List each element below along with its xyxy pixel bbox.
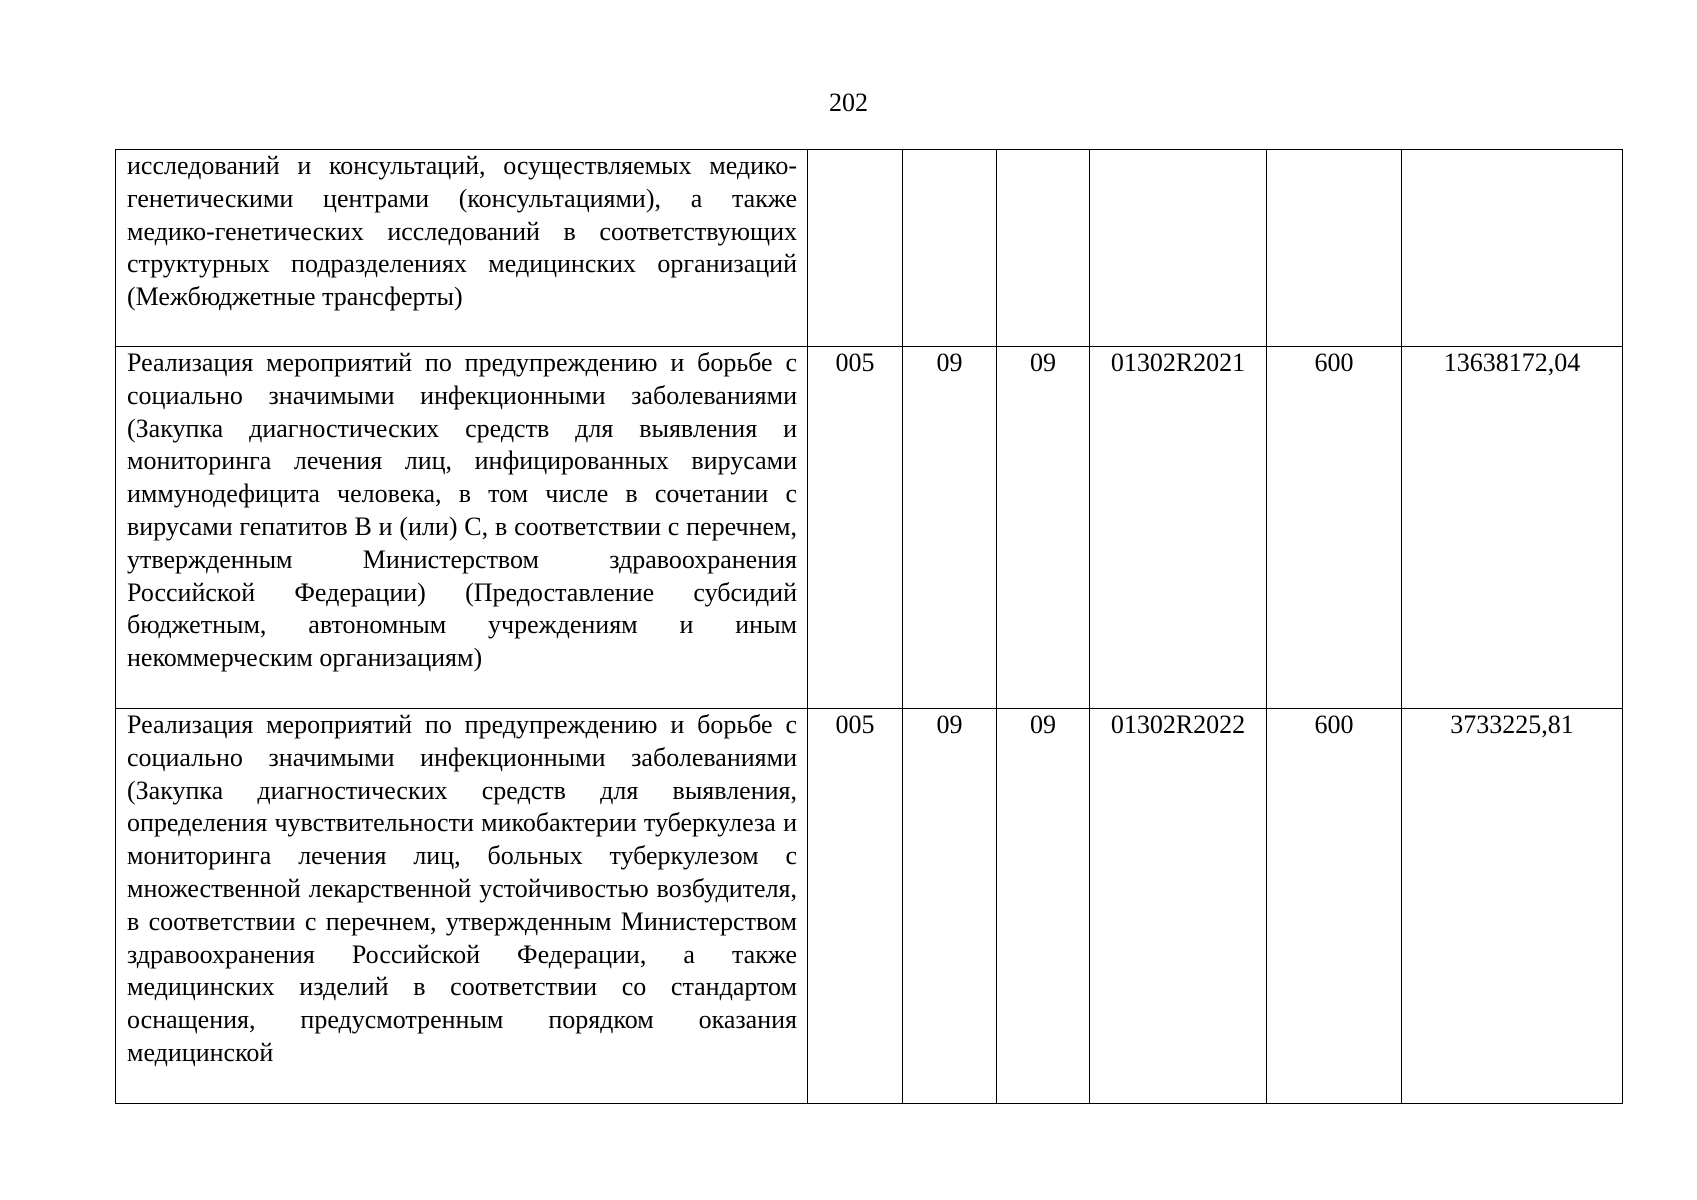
subsection-cell: 09 bbox=[997, 709, 1090, 1104]
ministry-code-cell bbox=[808, 150, 903, 347]
row-description: Реализация мероприятий по предупреждению и борьбе с социально значимыми инфекционными заболеваниями (Закупка диагностических средств для выявления и мониторинга лечения лиц, инфицированных вирусами иммунодефицита человека, в том числе в сочетании с вирусами гепатитов B и (или) C, в соответствии с перечнем, утвержденным Министерством здравоохранения Российской Федерации) (Предоставление субсидий бюджетным, автономным учреждениям и иным некоммерческим организациям) bbox=[116, 347, 808, 709]
table-row bbox=[116, 150, 1623, 347]
row-description: исследований и консультаций, осуществляемых медико-генетическими центрами (консультациями), а также медико-генетических исследований в соответствующих структурных подразделениях медицинских организаций (Межбюджетные трансферты) bbox=[116, 150, 808, 347]
page-number: 202 bbox=[829, 88, 868, 117]
section-cell: 09 bbox=[903, 709, 997, 1104]
expense-type-cell bbox=[1267, 150, 1402, 347]
target-article-cell: 01302R2021 bbox=[1090, 347, 1267, 709]
section-cell: 09 bbox=[903, 347, 997, 709]
table-row bbox=[116, 709, 1623, 1104]
subsection-cell: 09 bbox=[997, 347, 1090, 709]
expense-type-cell: 600 bbox=[1267, 347, 1402, 709]
subsection-cell bbox=[997, 150, 1090, 347]
target-article-cell bbox=[1090, 150, 1267, 347]
target-article-cell: 01302R2022 bbox=[1090, 709, 1267, 1104]
row-description: Реализация мероприятий по предупреждению и борьбе с социально значимыми инфекционными заболеваниями (Закупка диагностических средств для выявления, определения чувствительности микобактерии туберкулеза и мониторинга лечения лиц, больных туберкулезом с множественной лекарственной устойчивостью возбудителя, в соответствии с перечнем, утвержденным Министерством здравоохранения Российской Федерации, а также медицинских изделий в соответствии со стандартом оснащения, предусмотренным порядком оказания медицинской bbox=[116, 709, 808, 1104]
section-cell bbox=[903, 150, 997, 347]
expense-type-cell: 600 bbox=[1267, 709, 1402, 1104]
amount-cell bbox=[1402, 150, 1623, 347]
ministry-code-cell: 005 bbox=[808, 347, 903, 709]
ministry-code-cell: 005 bbox=[808, 709, 903, 1104]
amount-cell: 3733225,81 bbox=[1402, 709, 1623, 1104]
budget-table bbox=[115, 149, 1623, 1104]
table-row bbox=[116, 347, 1623, 709]
amount-cell: 13638172,04 bbox=[1402, 347, 1623, 709]
